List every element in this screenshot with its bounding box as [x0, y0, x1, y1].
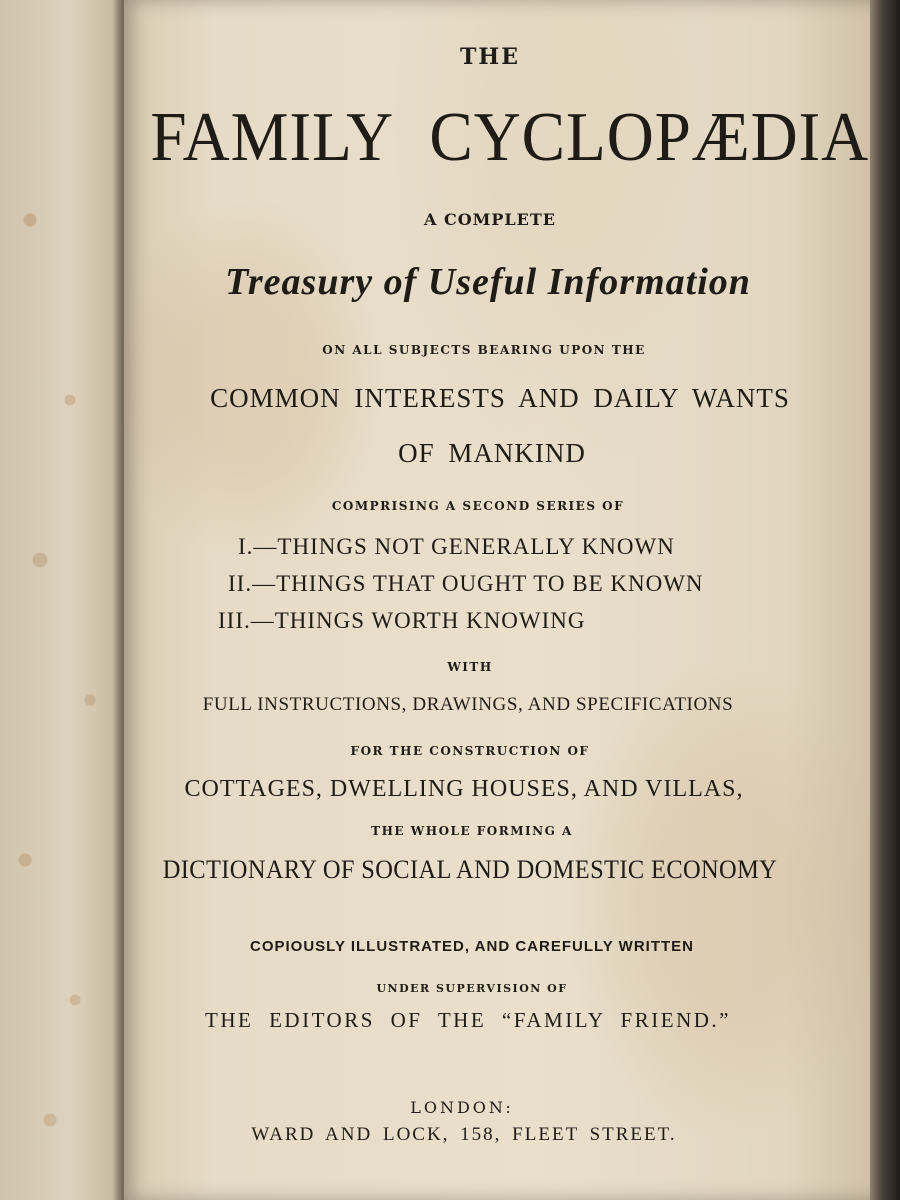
of-mankind-line: OF MANKIND [398, 438, 586, 468]
series-item: III.—THINGS WORTH KNOWING [218, 608, 586, 633]
publisher-line: WARD AND LOCK, 158, FLEET STREET. [251, 1124, 677, 1145]
dictionary-line: DICTIONARY OF SOCIAL AND DOMESTIC ECONOMY [162, 855, 778, 884]
london-line: LONDON: [410, 1098, 514, 1117]
title-page-content [124, 0, 876, 1200]
series-item: II.—THINGS THAT OUGHT TO BE KNOWN [228, 571, 704, 596]
for-construction-line: FOR THE CONSTRUCTION OF [350, 744, 590, 758]
common-interests-line: COMMON INTERESTS AND DAILY WANTS [210, 383, 790, 413]
editors-line: THE EDITORS OF THE “FAMILY FRIEND.” [205, 1008, 731, 1032]
with-line: WITH [447, 660, 493, 674]
on-all-subjects-line: ON ALL SUBJECTS BEARING UPON THE [322, 343, 646, 357]
copiously-line: COPIOUSLY ILLUSTRATED, AND CAREFULLY WRITTEN [249, 938, 695, 955]
full-instructions-line: FULL INSTRUCTIONS, DRAWINGS, AND SPECIFICATIONS [202, 694, 734, 715]
main-title: FAMILY CYCLOPÆDIA [150, 99, 870, 176]
a-complete-line: A COMPLETE [424, 210, 556, 229]
under-supervision-line: UNDER SUPERVISION OF [376, 982, 568, 995]
the-heading: THE [460, 44, 520, 70]
treasury-subtitle: Treasury of Useful Information [225, 261, 751, 303]
series-item: I.—THINGS NOT GENERALLY KNOWN [238, 534, 675, 559]
cottages-line: COTTAGES, DWELLING HOUSES, AND VILLAS, [184, 776, 744, 802]
page-right-edge-shadow [870, 0, 900, 1200]
title-page [124, 0, 876, 1200]
comprising-line: COMPRISING A SECOND SERIES OF [331, 499, 625, 513]
whole-forming-line: THE WHOLE FORMING A [371, 824, 573, 838]
